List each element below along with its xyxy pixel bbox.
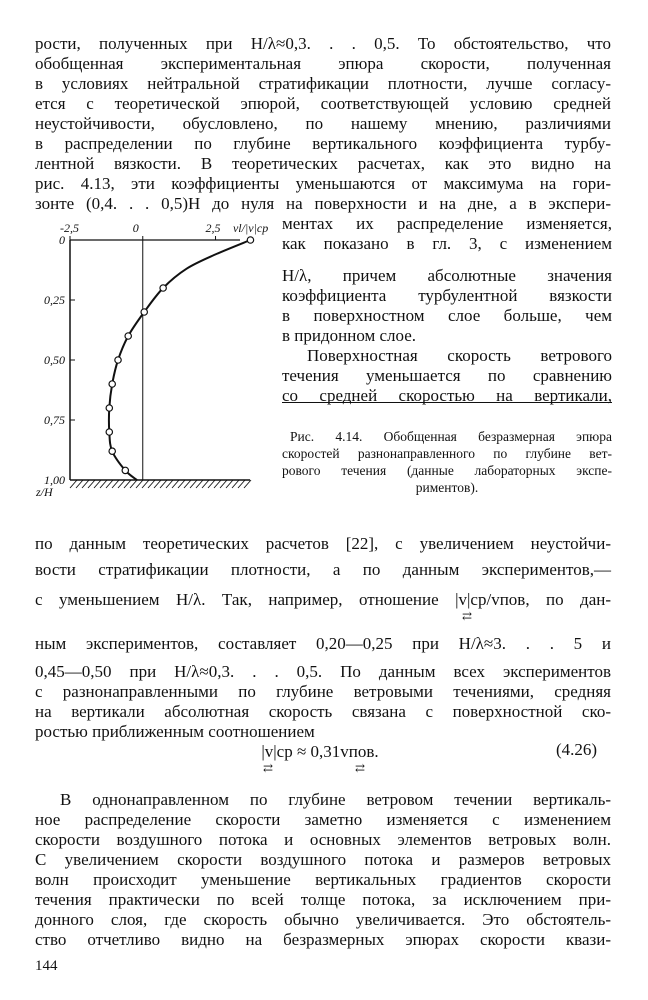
bottom-hatch: [166, 480, 173, 488]
data-point: [141, 309, 147, 315]
x-tick-label: 2,5: [205, 221, 221, 235]
vector-mark: ⇄: [462, 609, 473, 623]
text-line: ным экспериментов, составляет 0,20—0,25 при H/λ≈3. . . 5 и: [35, 634, 611, 653]
y-tick-label: 0: [59, 233, 65, 247]
bottom-hatch: [88, 480, 95, 488]
x-tick-label: 0: [132, 221, 139, 235]
bottom-hatch: [94, 480, 101, 488]
bottom-hatch: [214, 480, 221, 488]
bottom-hatch: [106, 480, 113, 488]
text-line: в распределении по глубине вертикального коэффициента турбу-: [35, 134, 611, 153]
data-point: [160, 285, 166, 291]
y-tick-label: 1,00: [44, 473, 65, 487]
text-line: с разнонаправленными по глубине ветровыми течениями, средняя: [35, 682, 611, 701]
bottom-hatch: [154, 480, 161, 488]
profile-curve: [109, 240, 251, 480]
bottom-hatch: [142, 480, 149, 488]
text-line: зонте (0,4. . . 0,5)H до нуля на поверхности и на дне, а в экспери-: [35, 194, 611, 213]
y-tick-label: 0,25: [44, 293, 65, 307]
bottom-hatch: [178, 480, 185, 488]
x-tick-label: -2,5: [60, 221, 79, 235]
equation: |v|ср ≈ 0,31vпов.: [261, 742, 379, 761]
text-line: по данным теоретических расчетов [22], с увеличением неустойчи-: [35, 534, 611, 553]
bottom-hatch: [112, 480, 119, 488]
caption-divider: [282, 402, 612, 403]
data-point: [122, 467, 128, 473]
text-line: скорости воздушного потока и основных элементов ветровых волн.: [35, 830, 611, 849]
x-axis-label: vl/|v|ср: [232, 221, 269, 235]
bottom-hatch: [100, 480, 107, 488]
text-line: с уменьшением H/λ. Так, например, отношение |v|ср/vпов, по дан-: [35, 590, 611, 609]
bottom-hatch: [118, 480, 125, 488]
text-line: в поверхностном слое больше, чем: [282, 306, 612, 325]
bottom-hatch: [82, 480, 89, 488]
bottom-hatch: [238, 480, 245, 488]
bottom-hatch: [184, 480, 191, 488]
text-line: рости, полученных при H/λ≈0,3. . . 0,5. То обстоятельство, что: [35, 34, 611, 53]
text-line: течения практически по всей толще потока, за исключением при-: [35, 890, 611, 909]
bottom-hatch: [148, 480, 155, 488]
data-point: [247, 237, 253, 243]
text-line: течения уменьшается по сравнению: [282, 366, 612, 385]
y-axis-label: z/H: [36, 485, 53, 499]
text-line: ростью приближенным соотношением: [35, 722, 315, 741]
y-tick-label: 0,50: [44, 353, 65, 367]
data-point: [106, 429, 112, 435]
text-line: H/λ, причем абсолютные значения: [282, 266, 612, 285]
bottom-hatch: [220, 480, 227, 488]
text-line: со средней скоростью на вертикали,: [282, 386, 612, 405]
bottom-hatch: [172, 480, 179, 488]
bottom-hatch: [70, 480, 77, 488]
figure-caption-line: скоростей разнонаправленного по глубине вет-: [282, 446, 612, 461]
text-line: как показано в гл. 3, с изменением: [282, 234, 612, 253]
text-line: Поверхностная скорость ветрового: [307, 346, 612, 365]
text-line: на вертикали абсолютная скорость связана с поверхностной ско-: [35, 702, 611, 721]
bottom-hatch: [136, 480, 143, 488]
bottom-hatch: [76, 480, 83, 488]
vector-mark: ⇄: [263, 761, 274, 775]
text-line: вости стратификации плотности, а по данным экспериментов,—: [35, 560, 611, 579]
equation-number: (4.26): [556, 740, 598, 759]
text-line: 0,45—0,50 при H/λ≈0,3. . . 0,5. По данным всех экспериментов: [35, 662, 611, 681]
text-line: донного слоя, где скорость обычно увеличивается. Это обстоятель-: [35, 910, 611, 929]
figure-caption-line: рового течения (данные лабораторных экспе-: [282, 463, 612, 478]
bottom-hatch: [190, 480, 197, 488]
bottom-hatch: [160, 480, 167, 488]
figure-caption-line: риментов).: [415, 480, 479, 495]
data-point: [109, 381, 115, 387]
text-line: ство отчетливо видно на безразмерных эпюрах скорости квази-: [35, 930, 611, 949]
text-line: волн происходит уменьшение вертикальных градиентов скорости: [35, 870, 611, 889]
bottom-hatch: [202, 480, 209, 488]
bottom-hatch: [124, 480, 131, 488]
bottom-hatch: [130, 480, 137, 488]
data-point: [115, 357, 121, 363]
page-number: 144: [35, 958, 58, 974]
bottom-hatch: [196, 480, 203, 488]
bottom-hatch: [208, 480, 215, 488]
text-line: коэффициента турбулентной вязкости: [282, 286, 612, 305]
text-line: В однонаправленном по глубине ветровом течении вертикаль-: [60, 790, 611, 809]
figure-caption-line: Рис. 4.14. Обобщенная безразмерная эпюра: [290, 429, 612, 444]
text-line: С увеличением скорости воздушного потока и размеров ветровых: [35, 850, 611, 869]
y-tick-label: 0,75: [44, 413, 65, 427]
text-line: неустойчивости, обусловлено, по нашему мнению, различиями: [35, 114, 611, 133]
bottom-hatch: [244, 480, 251, 488]
text-line: в придонном слое.: [282, 326, 417, 345]
text-line: обобщенная экспериментальная эпюра скорости, полученная: [35, 54, 611, 73]
data-point: [106, 405, 112, 411]
bottom-hatch: [226, 480, 233, 488]
velocity-profile-chart: [20, 218, 270, 518]
text-line: лентной вязкости. В теоретических расчетах, как это видно на: [35, 154, 611, 173]
bottom-hatch: [232, 480, 239, 488]
data-point: [125, 333, 131, 339]
data-point: [109, 448, 115, 454]
text-line: ется с теоретической эпюрой, соответствующей условию средней: [35, 94, 611, 113]
text-line: в условиях нейтральной стратификации плотности, лучше согласу-: [35, 74, 611, 93]
text-line: рис. 4.13, эти коэффициенты уменьшаются от максимума на гори-: [35, 174, 611, 193]
text-line: ментах их распределение изменяется,: [282, 214, 612, 233]
text-line: ное распределение скорости заметно изменяется с изменением: [35, 810, 611, 829]
vector-mark: ⇄: [355, 761, 366, 775]
